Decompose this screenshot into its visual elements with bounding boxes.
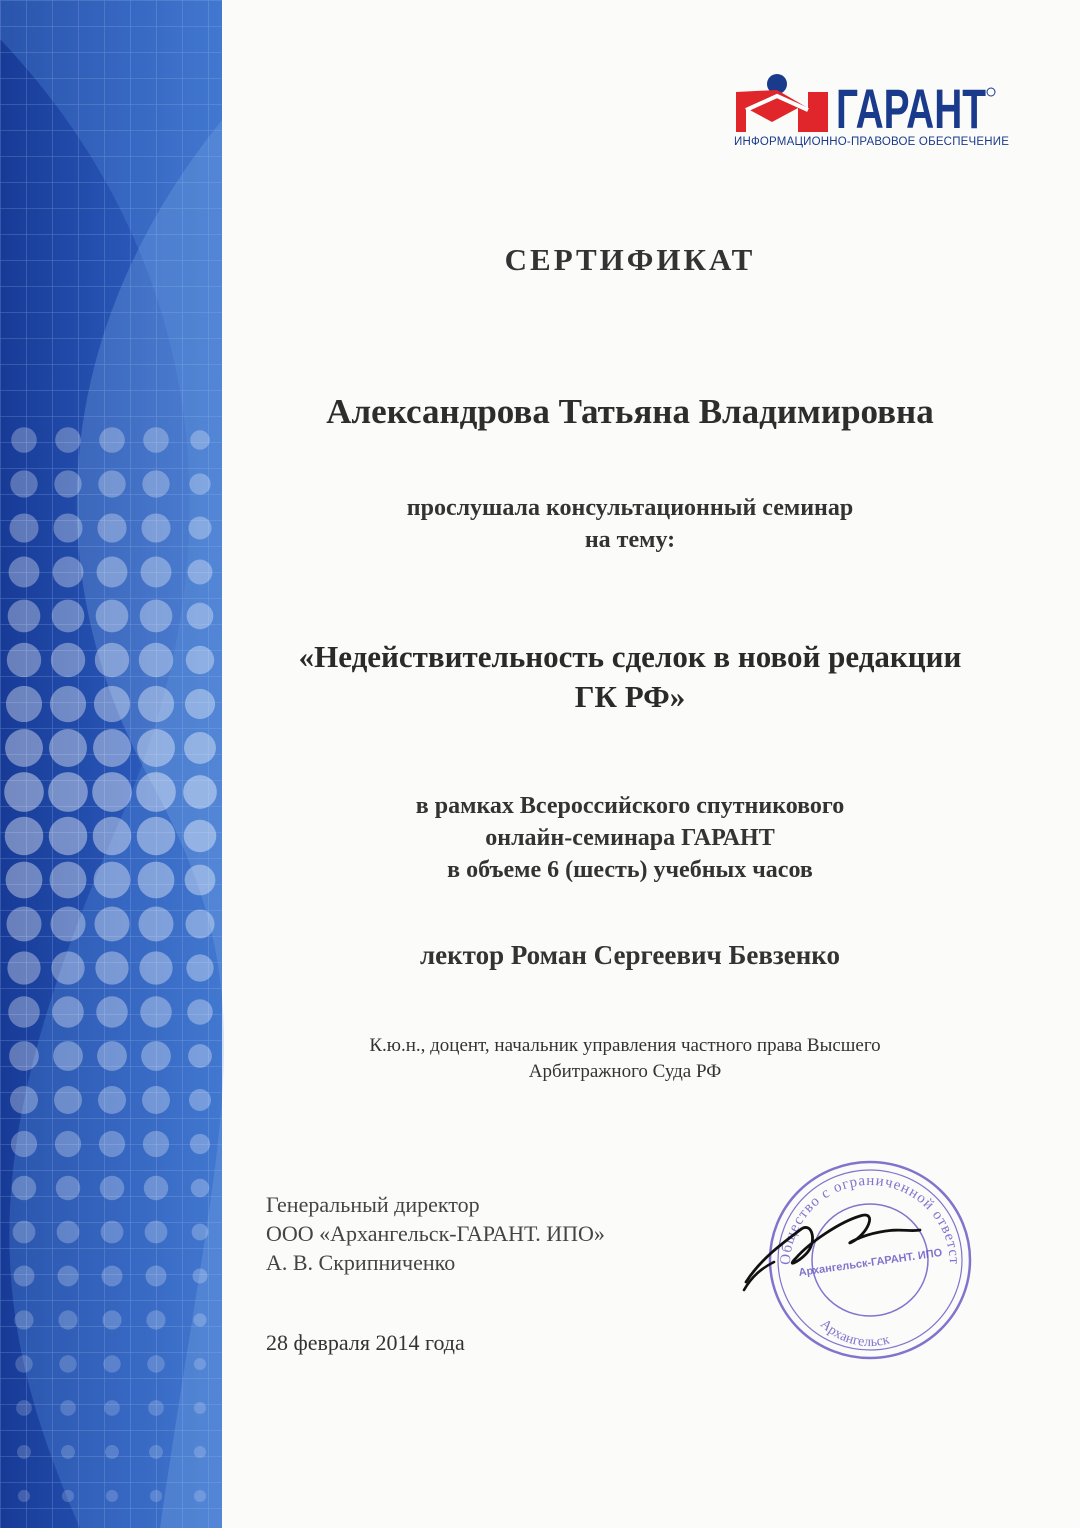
sidebar-dot (140, 600, 173, 633)
sidebar-dot (5, 817, 44, 856)
details-line: в объеме 6 (шесть) учебных часов (447, 857, 813, 883)
sidebar-dot (145, 1221, 168, 1244)
sidebar-dot (98, 470, 125, 497)
sidebar-dot (7, 643, 41, 677)
sidebar-dot (9, 1041, 39, 1071)
details-line: в рамках Всероссийского спутникового (415, 793, 845, 819)
sidebar-dot (146, 1266, 167, 1287)
sidebar-dot (50, 862, 87, 899)
sidebar-dot (48, 772, 88, 812)
sidebar-dot (141, 557, 172, 588)
sidebar-dot (4, 772, 44, 812)
sidebar-dot (53, 1041, 83, 1071)
sidebar-dot (139, 643, 173, 677)
topic-line: «Недействительность сделок в новой редакции (298, 639, 962, 674)
sidebar-dot (52, 600, 85, 633)
sidebar-dot (6, 686, 42, 722)
sidebar-dot (138, 906, 173, 941)
sidebar-dot (102, 1266, 123, 1287)
sidebar-dot (97, 1041, 127, 1071)
sidebar-dot (60, 1400, 76, 1416)
sidebar-dot (10, 1086, 38, 1114)
signatory-name: А. В. Скрипниченко (266, 1250, 456, 1275)
sidebar-dot (56, 1176, 80, 1200)
seminar-details (240, 790, 1020, 886)
sidebar-dot (149, 1445, 163, 1459)
sidebar-dot (9, 557, 40, 588)
intro-text (240, 492, 1020, 556)
sidebar-dot (142, 1086, 170, 1114)
sidebar-dot (52, 996, 84, 1028)
sidebar-dot (101, 1221, 124, 1244)
credentials-line: Арбитражного Суда РФ (528, 1061, 722, 1082)
sidebar-dot (136, 772, 176, 812)
sidebar-dot (49, 817, 88, 856)
sidebar-dot (105, 1445, 119, 1459)
sidebar-dot (15, 1355, 32, 1372)
signatory-organization: ООО «Архангельск-ГАРАНТ. ИПО» (266, 1221, 605, 1246)
sidebar-dot (142, 470, 169, 497)
topic-line: ГК РФ» (574, 679, 686, 714)
sidebar-dot (186, 954, 213, 981)
sidebar-dot (194, 1446, 206, 1458)
sidebar-dot (140, 996, 172, 1028)
sidebar-dot (94, 906, 129, 941)
sidebar-dot (191, 1179, 209, 1197)
sidebar-dot (144, 1176, 168, 1200)
stamp-city-text: Архангельск (817, 1316, 892, 1351)
sidebar-dot (58, 1310, 77, 1329)
sidebar-dot (138, 862, 175, 899)
sidebar-dot (62, 1490, 74, 1502)
sidebar-dot (53, 557, 84, 588)
sidebar-dot (190, 430, 210, 450)
sidebar-dot (95, 643, 129, 677)
sidebar-dot (147, 1355, 164, 1372)
sidebar-dot (183, 775, 217, 809)
sidebar-dot (12, 1176, 36, 1200)
sidebar-dot (17, 1445, 31, 1459)
sidebar-dot (54, 470, 81, 497)
sidebar-dot (99, 427, 125, 453)
stamp-center-text: Архангельск-ГАРАНТ. ИПО (797, 1246, 943, 1279)
sidebar-dot (5, 729, 43, 767)
stamp-graphic (740, 1150, 990, 1380)
sidebar-dot (137, 729, 175, 767)
sidebar-dot (92, 772, 132, 812)
sidebar-dot (185, 689, 215, 719)
sidebar-dot (188, 560, 213, 585)
sidebar-dot (8, 996, 40, 1028)
sidebar-dot (49, 729, 87, 767)
recipient-name: Александрова Татьяна Владимировна (326, 392, 934, 431)
sidebar-dot (11, 427, 37, 453)
sidebar-dot (139, 951, 172, 984)
svg-text:Архангельск (817, 1317, 891, 1350)
sidebar-dot (100, 1176, 124, 1200)
sidebar-dot (61, 1445, 75, 1459)
garant-logo-graphic (732, 70, 1002, 140)
lecturer-credentials (300, 1033, 950, 1085)
sidebar-dot (57, 1221, 80, 1244)
logo-brand-text: ГАРАНТ (836, 77, 986, 140)
sidebar-dot (104, 1400, 120, 1416)
sidebar-dot (102, 1310, 121, 1329)
lecturer: лектор Роман Сергеевич Бевзенко (419, 940, 840, 970)
sidebar-dot (187, 603, 214, 630)
sidebar-dot (190, 1134, 210, 1154)
sidebar-dot (14, 1266, 35, 1287)
stamp-ring-text: Общество с ограниченной ответст (777, 1172, 963, 1266)
sidebar-dot (55, 427, 81, 453)
sidebar-dot (51, 643, 85, 677)
sidebar-dot (192, 1224, 209, 1241)
sidebar-dot (188, 516, 211, 539)
sidebar-dot (51, 951, 84, 984)
sidebar-dot (141, 1041, 171, 1071)
sidebar-dot (97, 513, 126, 542)
sidebar-dot (96, 996, 128, 1028)
sidebar-dot (10, 470, 37, 497)
sidebar-dot (94, 862, 131, 899)
sidebar-dot (50, 686, 86, 722)
sidebar-dot (194, 1402, 206, 1414)
credentials-line: К.ю.н., доцент, начальник управления частного права Высшего (369, 1035, 881, 1056)
sidebar-dot (185, 865, 216, 896)
sidebar-dot (148, 1400, 164, 1416)
sidebar-dot (58, 1266, 79, 1287)
sidebar-dot (16, 1400, 32, 1416)
sidebar-dot (8, 600, 41, 633)
sidebar-dot (9, 513, 38, 542)
sidebar-dot (184, 820, 217, 853)
sidebar-dot (194, 1490, 206, 1502)
intro-line: на тему: (584, 527, 676, 553)
certificate-title: СЕРТИФИКАТ (504, 242, 756, 277)
sidebar-dot (6, 862, 43, 899)
sidebar-dot (138, 686, 174, 722)
sidebar-dot (95, 951, 128, 984)
sidebar-dot (185, 909, 214, 938)
sidebar-dot (99, 1131, 125, 1157)
decorative-sidebar (0, 0, 222, 1528)
sidebar-dot (93, 817, 132, 856)
sidebar-dot (194, 1358, 206, 1370)
sidebar-dot (143, 1131, 169, 1157)
sidebar-dot (146, 1310, 165, 1329)
sidebar-dot (186, 646, 214, 674)
sidebar-dot (7, 951, 40, 984)
sidebar-dot (93, 729, 131, 767)
sidebar-dot (97, 557, 128, 588)
sidebar-dot (53, 513, 82, 542)
sidebar-dot (94, 686, 130, 722)
signatory-position: Генеральный директор (266, 1192, 480, 1217)
sidebar-dot (189, 1089, 211, 1111)
official-stamp (740, 1150, 990, 1380)
sidebar-dot (193, 1313, 206, 1326)
sidebar-dot (98, 1086, 126, 1114)
sidebar-dot (6, 906, 41, 941)
sidebar-dot (18, 1490, 30, 1502)
seminar-topic (240, 637, 1020, 717)
sidebar-dot (11, 1131, 37, 1157)
details-line: онлайн-семинара ГАРАНТ (485, 825, 775, 851)
sidebar-dot (103, 1355, 120, 1372)
sidebar-dot (143, 427, 169, 453)
sidebar-dot (13, 1221, 36, 1244)
sidebar-dot (50, 906, 85, 941)
sidebar-dot (189, 473, 210, 494)
logo-tagline: ИНФОРМАЦИОННО-ПРАВОВОЕ ОБЕСПЕЧЕНИЕ (734, 136, 1010, 148)
sidebar-dot (188, 1044, 212, 1068)
sidebar-dot (55, 1131, 81, 1157)
sidebar-pattern (0, 0, 222, 1528)
issue-date: 28 февраля 2014 года (266, 1330, 465, 1355)
sidebar-dot (187, 999, 213, 1025)
sidebar-dot (54, 1086, 82, 1114)
sidebar-dot (184, 732, 216, 764)
sidebar-dot (96, 600, 129, 633)
sidebar-dot (106, 1490, 118, 1502)
sidebar-dot (59, 1355, 76, 1372)
sidebar-dot (150, 1490, 162, 1502)
sidebar-dot (141, 513, 170, 542)
signatory-block (266, 1190, 605, 1277)
sidebar-dot (14, 1310, 33, 1329)
sidebar-dot (193, 1269, 208, 1284)
sidebar-dot (137, 817, 176, 856)
intro-line: прослушала консультационный семинар (406, 495, 854, 521)
